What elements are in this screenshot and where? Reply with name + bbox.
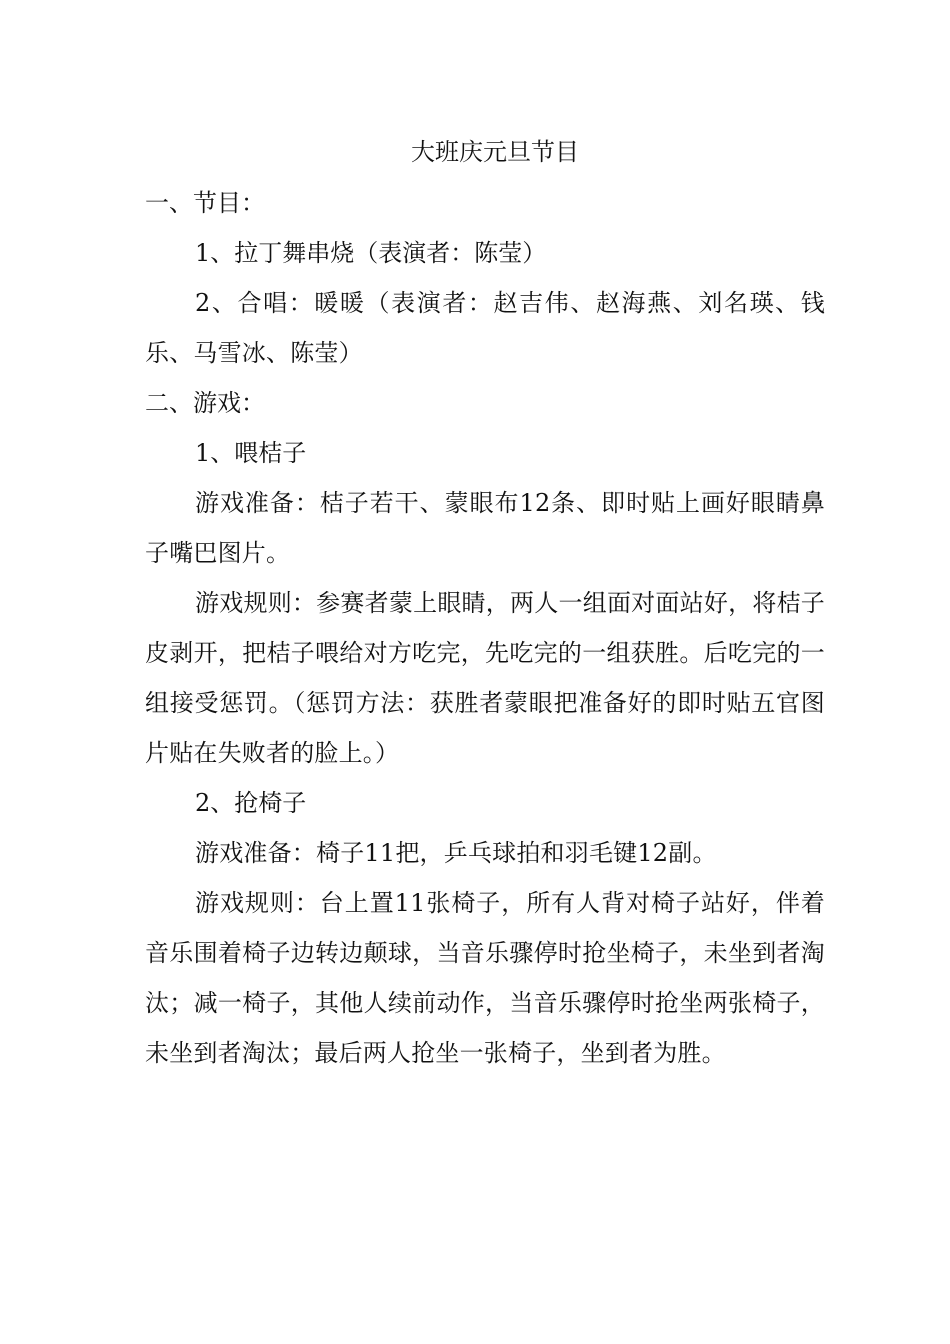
game-2-name: 2、抢椅子 (195, 789, 307, 817)
program-item-1: 1、拉丁舞串烧（表演者：陈莹） (195, 239, 547, 267)
document-page (145, 128, 825, 1078)
section-heading-programs: 一、节目： (145, 189, 265, 217)
game-1-name: 1、喂桔子 (195, 439, 307, 467)
game-1-rules: 游戏规则：参赛者蒙上眼睛，两人一组面对面站好，将桔子皮剥开，把桔子喂给对方吃完，先吃完的一组获胜。后吃完的一组接受惩罚。（惩罚方法：获胜者蒙眼把准备好的即时贴五官图片贴在失败者的脸上。） (145, 589, 825, 767)
program-item-2: 2、合唱：暖暖（表演者：赵吉伟、赵海燕、刘名瑛、钱乐、马雪冰、陈莹） (145, 289, 825, 367)
game-1-prep: 游戏准备：桔子若干、蒙眼布12条、即时贴上画好眼睛鼻子嘴巴图片。 (145, 489, 825, 567)
section-heading-games: 二、游戏： (145, 389, 265, 417)
game-2-rules: 游戏规则：台上置11张椅子，所有人背对椅子站好，伴着音乐围着椅子边转边颠球，当音乐骤停时抢坐椅子，未坐到者淘汰；减一椅子，其他人续前动作，当音乐骤停时抢坐两张椅子，未坐到者淘汰；最后两人抢坐一张椅子，坐到者为胜。 (145, 889, 825, 1067)
game-2-prep: 游戏准备：椅子11把，乒乓球拍和羽毛键12副。 (195, 839, 717, 867)
document-title: 大班庆元旦节目 (411, 138, 579, 166)
